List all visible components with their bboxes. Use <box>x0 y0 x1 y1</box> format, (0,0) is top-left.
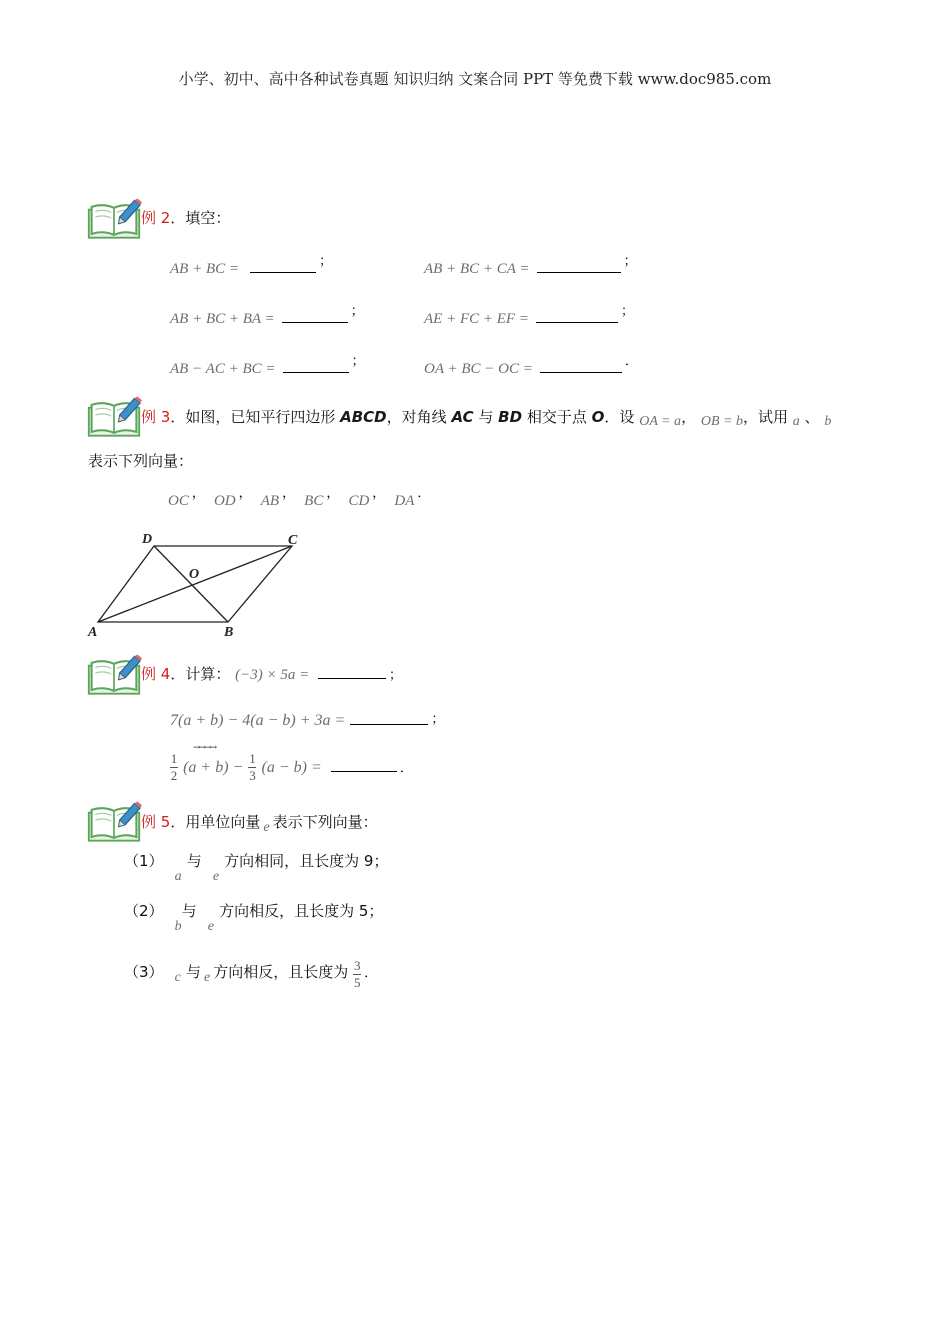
book-pencil-icon <box>86 801 142 843</box>
math-e: e <box>212 869 220 884</box>
fraction-den: 2 <box>170 768 178 783</box>
answer-blank[interactable] <box>250 272 316 273</box>
math-expression: AB + BC + BA = <box>170 311 275 327</box>
math-ob: OB = b <box>700 414 743 429</box>
text-segment: 方向相反，且长度为 5； <box>219 902 384 920</box>
separator: ． <box>170 209 186 227</box>
answer-blank[interactable] <box>318 678 386 679</box>
punctuation: ； <box>431 712 445 727</box>
vector-ab: AB <box>260 493 280 509</box>
separator: ． <box>170 665 186 683</box>
diagonal-ac <box>98 546 292 622</box>
example-label: 例 3 <box>141 408 171 426</box>
fraction <box>170 752 178 783</box>
page-header: 小学、初中、高中各种试卷真题 知识归纳 文案合同 PPT 等免费下载 www.doc985.com <box>178 70 772 88</box>
example-title: 填空： <box>185 209 231 227</box>
separator: ． <box>170 408 186 426</box>
fill-item <box>170 354 365 378</box>
answer-blank[interactable] <box>350 724 428 725</box>
point-label-c: C <box>288 533 298 548</box>
vector-od: OD <box>213 493 236 509</box>
list-item <box>124 850 389 884</box>
item-number: （2） <box>124 902 164 920</box>
vector-da: DA <box>394 493 415 509</box>
punctuation: ． <box>364 966 378 981</box>
fraction-num: 1 <box>249 751 256 766</box>
punctuation: ； <box>319 254 333 269</box>
book-pencil-icon <box>86 198 142 240</box>
answer-blank[interactable] <box>536 322 618 323</box>
answer-blank[interactable] <box>331 771 397 772</box>
example-title: 计算： <box>185 665 231 683</box>
fraction-num: 3 <box>354 958 361 973</box>
list-item <box>124 900 384 934</box>
text-segment: 表示下列向量： <box>272 813 378 831</box>
label-bd: BD <box>498 408 523 426</box>
math-vector: a <box>174 869 182 884</box>
book-pencil-icon <box>86 654 142 696</box>
fraction <box>248 752 256 783</box>
label-o: O <box>591 408 605 426</box>
example-4-heading <box>141 663 402 684</box>
fraction-num: 1 <box>170 751 178 766</box>
fill-item <box>170 254 333 278</box>
math-expression: 7(a + b) − 4(a − b) + 3a = <box>170 712 346 729</box>
text-segment: ，对角线 <box>386 408 447 426</box>
example-label: 例 2 <box>141 209 171 227</box>
text-segment: 与 <box>186 852 202 870</box>
fill-item <box>424 304 635 328</box>
text-segment: 相交于点 <box>526 408 587 426</box>
example-5-heading <box>141 811 378 835</box>
item-number: （3） <box>124 963 164 981</box>
answer-blank[interactable] <box>283 372 349 373</box>
vector-list <box>168 486 431 510</box>
text-segment: ，试用 <box>742 408 788 426</box>
vector-bc: BC <box>304 493 324 509</box>
vector-cd: CD <box>348 493 370 509</box>
math-b: b <box>824 414 832 429</box>
math-e: e <box>263 820 270 835</box>
text-segment: 方向相同，且长度为 9； <box>224 852 389 870</box>
punctuation: ； <box>621 304 635 319</box>
math-expression: AB + BC + CA = <box>424 261 530 277</box>
punctuation: ， <box>191 486 205 501</box>
punctuation: ． <box>624 354 638 369</box>
vector-oc: OC <box>168 493 189 509</box>
text-segment: 与 <box>478 408 494 426</box>
example-3-heading <box>141 406 831 427</box>
text-segment: 与 <box>185 963 201 981</box>
text-line: 表示下列向量： <box>88 452 194 470</box>
punctuation: ． <box>399 761 413 776</box>
vector-arrows: →→→→ <box>193 743 216 753</box>
diagonal-bd <box>154 546 228 622</box>
punctuation: ． <box>417 486 431 501</box>
punctuation: ， <box>326 486 340 501</box>
parallelogram-figure <box>86 526 316 640</box>
punctuation: ， <box>282 486 296 501</box>
text-segment: 方向相反，且长度为 <box>213 963 349 981</box>
math-oa: OA = a <box>639 414 682 429</box>
math-e: e <box>203 970 211 985</box>
calc-item <box>170 752 413 783</box>
point-label-b: B <box>224 625 234 640</box>
math-expression: OA + BC − OC = <box>424 361 533 377</box>
fill-item <box>424 354 638 378</box>
point-label-a: A <box>88 625 98 640</box>
item-number: （1） <box>124 852 164 870</box>
text-segment: 与 <box>181 902 197 920</box>
punctuation: ； <box>350 304 364 319</box>
math-e: e <box>207 919 214 934</box>
fill-item <box>424 254 637 278</box>
math-expression: AE + FC + EF = <box>424 311 529 327</box>
math-a: a <box>792 414 800 429</box>
math-vector: b <box>174 919 182 934</box>
punctuation: ， <box>372 486 386 501</box>
text-segment: ．设 <box>604 408 635 426</box>
separator: ． <box>170 813 186 831</box>
answer-blank[interactable] <box>537 272 621 273</box>
example-label: 例 5 <box>141 813 171 831</box>
math-expression: AB − AC + BC = <box>170 361 276 377</box>
book-pencil-icon <box>86 396 142 438</box>
label-ac: AC <box>451 408 474 426</box>
example-label: 例 4 <box>141 665 171 683</box>
text-segment: 、 <box>804 408 820 426</box>
point-label-d: D <box>142 532 153 547</box>
fraction <box>353 959 361 990</box>
label-abcd: ABCD <box>340 408 387 426</box>
example-2-heading <box>141 207 230 228</box>
answer-blank[interactable] <box>282 322 348 323</box>
list-item <box>124 957 377 988</box>
math-expression: AB + BC = <box>170 261 239 277</box>
point-label-o: O <box>189 567 200 582</box>
answer-blank[interactable] <box>540 372 622 373</box>
math-expression: (−3) × 5a = <box>235 667 310 683</box>
math-expression: (a − b) = <box>261 759 322 776</box>
text-segment: ， <box>681 408 697 426</box>
punctuation: ； <box>389 668 403 683</box>
punctuation: ， <box>238 486 252 501</box>
text-segment: 用单位向量 <box>185 813 261 831</box>
math-vector: c <box>174 970 181 985</box>
math-expression: (a + b) − <box>183 759 244 776</box>
text-segment: 如图，已知平行四边形 <box>185 408 336 426</box>
fraction-den: 5 <box>354 975 361 990</box>
punctuation: ； <box>623 254 637 269</box>
calc-item <box>170 710 444 730</box>
punctuation: ； <box>351 354 365 369</box>
fraction-den: 3 <box>249 768 256 783</box>
fill-item <box>170 304 364 328</box>
